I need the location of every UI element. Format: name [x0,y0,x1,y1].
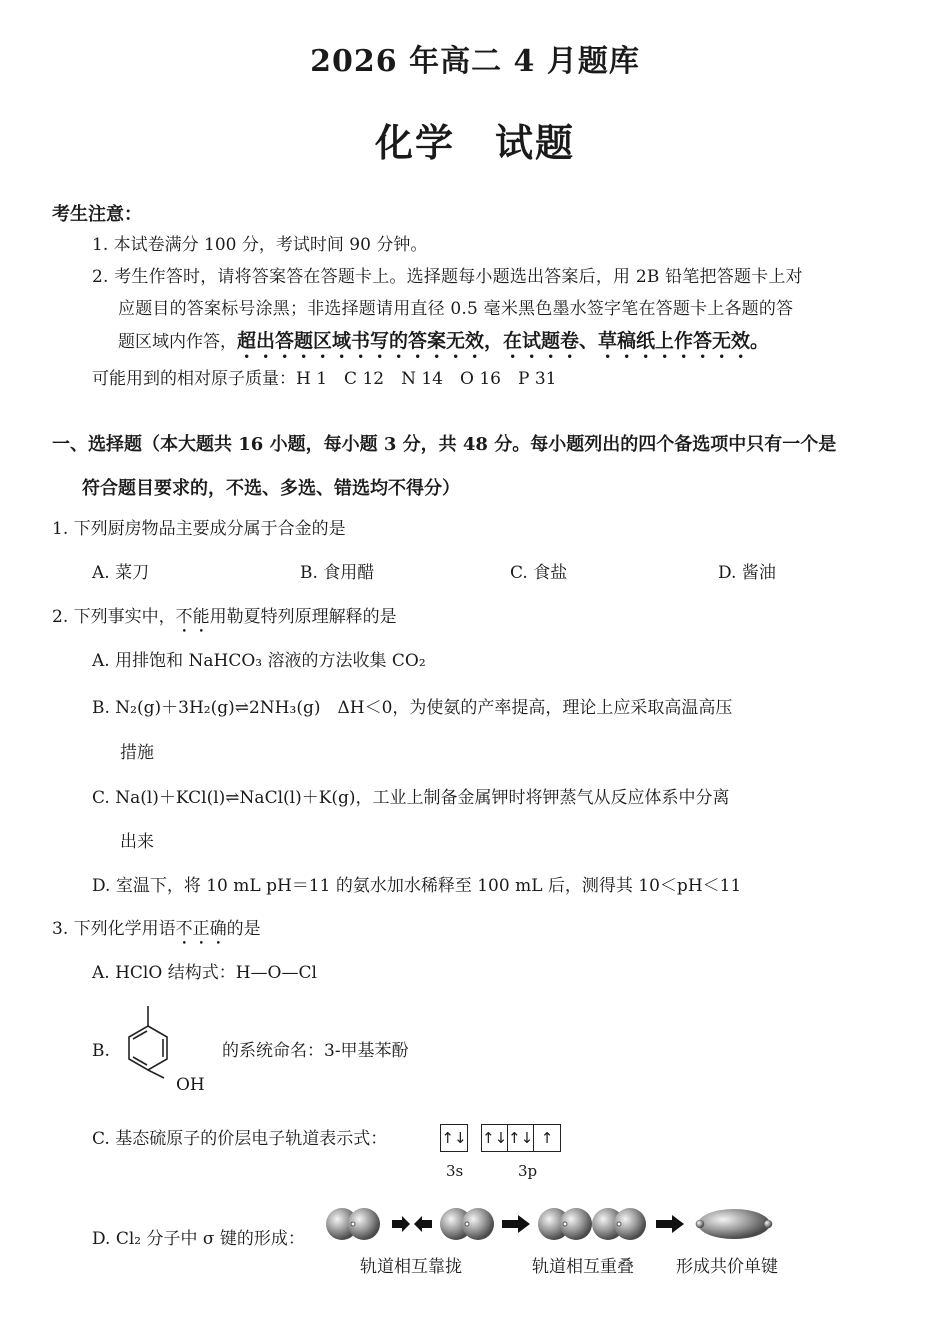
section1-heading-line-2: 符合题目要求的，不选、多选、错选均不得分） [82,478,460,499]
orbitals-approaching-right [440,1208,494,1240]
subject-title: 化学 试题 [374,120,575,165]
q2-stem-post: 用勒夏特列原理解释的是 [209,607,397,627]
q3-option-d-text: D. Cl₂ 分子中 σ 键的形成： [92,1229,305,1249]
q3-stem-pre: 3. 下列化学用语 [52,919,176,939]
notice-item-2-line-1: 2. 考生作答时，请将答案答在答题卡上。选择题每小题选出答案后，用 2B 铅笔把答题卡上对 [92,267,803,287]
q3-stem-emphasis: 不正确 [175,919,227,939]
q3-option-c-text: C. 基态硫原子的价层电子轨道表示式： [92,1129,388,1149]
caption-overlapping: 轨道相互重叠 [532,1257,634,1277]
caption-single-bond: 形成共价单键 [676,1257,778,1277]
sigma-bond-formation-diagram [322,1200,792,1252]
section1-heading-line-1: 一、选择题（本大题共 16 小题，每小题 3 分，共 48 分。每小题列出的四个备选项中只有一个是 [52,434,837,455]
orbital-3p-cell-3: ↑ [540,1129,554,1147]
orbital-3p [481,1124,561,1152]
orbital-3s [440,1124,468,1152]
atomic-mass-line: 可能用到的相对原子质量：H 1 C 12 N 14 O 16 P 31 [92,369,557,389]
notice-item-1: 1. 本试卷满分 100 分，考试时间 90 分钟。 [92,235,428,255]
q1-option-b: B. 食用醋 [300,563,375,583]
q3-stem [52,918,261,949]
q2-option-a: A. 用排饱和 NaHCO₃ 溶液的方法收集 CO₂ [92,651,426,671]
approach-arrows [392,1216,432,1232]
q1-option-d: D. 酱油 [718,563,776,583]
q2-option-c-line-2: 出来 [120,832,154,852]
q2-option-b-line-1: B. N₂(g)＋3H₂(g)⇌2NH₃(g) ΔH＜0，为使氨的产率提高，理论上应采取高温高压 [92,698,733,718]
orbitals-overlapping [538,1208,646,1240]
q3-option-b-label: B. [92,1041,110,1061]
orbital-3p-label: 3p [518,1162,538,1180]
q3-option-b-oh: OH [176,1075,205,1095]
single-covalent-bond [696,1209,772,1239]
arrow-to-overlap [502,1215,530,1233]
q2-stem [52,606,397,637]
q3-stem-post: 的是 [226,919,261,939]
q2-option-d: D. 室温下，将 10 mL pH＝11 的氨水加水稀释至 100 mL 后，测得其 10＜pH＜11 [92,876,742,896]
q1-stem: 1. 下列厨房物品主要成分属于合金的是 [52,519,346,539]
notice-heading: 考生注意： [52,204,142,225]
q2-stem-emphasis: 不能 [175,607,210,627]
q3-option-a: A. HClO 结构式：H—O—Cl [92,963,317,983]
q1-option-a: A. 菜刀 [92,563,150,583]
orbital-3p-cell-2: ↑↓ [508,1125,534,1151]
orbital-3s-label: 3s [446,1162,464,1180]
orbital-3s-cell: ↑↓ [441,1129,467,1147]
notice-item-2-emphasis: 超出答题区域书写的答案无效，在试题卷、草稿纸上作答无效。 [237,330,770,352]
q2-stem-pre: 2. 下列事实中， [52,607,176,627]
m-cresol-structure [118,1002,198,1082]
exam-title: 2026 年高二 4 月题库 [310,44,640,79]
q2-option-b-line-2: 措施 [120,743,154,763]
q2-option-c-line-1: C. Na(l)＋KCl(l)⇌NaCl(l)＋K(g)，工业上制备金属钾时将钾蒸气从反应体系中分离 [92,788,730,808]
notice-item-2-line-2: 应题目的答案标号涂黑；非选择题请用直径 0.5 毫米黑色墨水签字笔在答题卡上各题的答 [118,299,794,319]
orbital-3p-cell-1: ↑↓ [482,1125,508,1151]
notice-item-2-line-3 [118,330,769,363]
notice-item-2-line-3-plain: 题区域内作答， [118,332,237,352]
orbitals-approaching [326,1208,380,1240]
q3-option-b-text: 的系统命名：3-甲基苯酚 [222,1041,409,1061]
arrow-to-bond [656,1215,684,1233]
caption-approaching: 轨道相互靠拢 [360,1257,462,1277]
q1-option-c: C. 食盐 [510,563,568,583]
